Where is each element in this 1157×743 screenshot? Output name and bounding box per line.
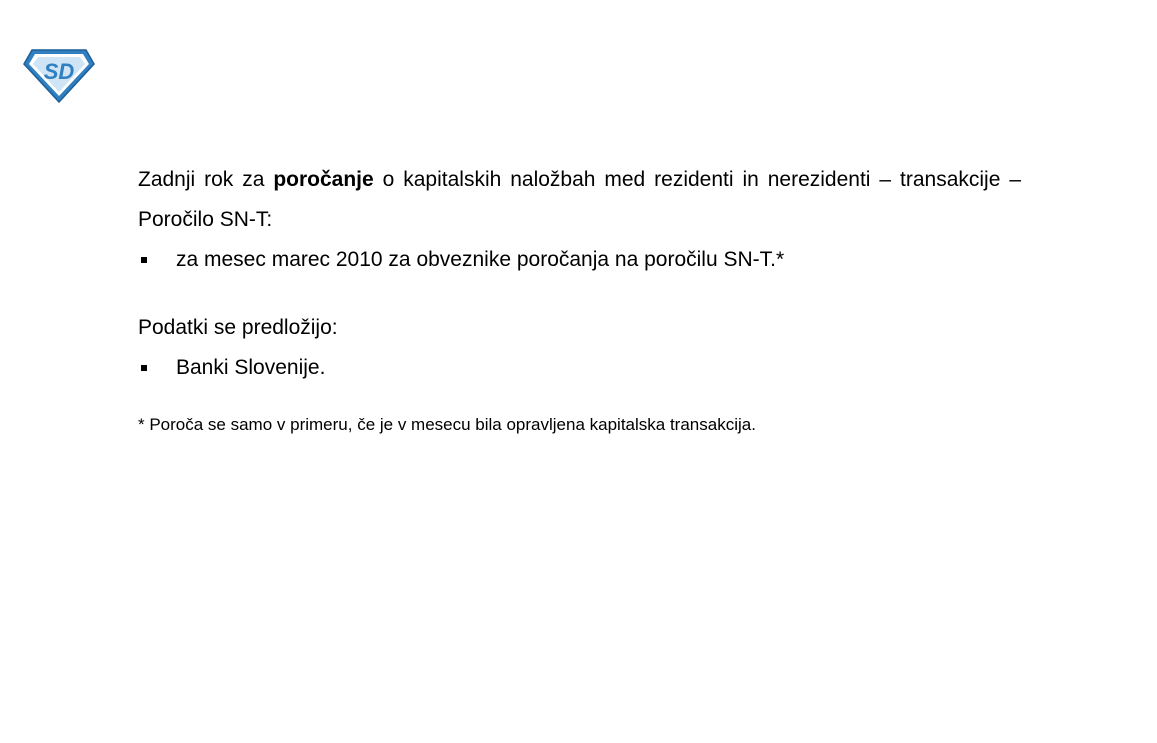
logo-letters: SD: [43, 59, 75, 84]
document-body: [138, 160, 1021, 440]
bullet-square-icon: [138, 240, 176, 280]
submission-heading: Podatki se predložijo:: [138, 316, 338, 339]
deadline-intro-start: Zadnji rok za: [138, 168, 274, 191]
list-item: [138, 348, 1021, 388]
company-logo: [22, 48, 96, 104]
deadline-intro-end: o kapitalskih naložbah med rezidenti in nerezidenti – transakcije – Poročilo SN-T:: [138, 168, 1021, 231]
list-item: [138, 240, 1021, 280]
submission-bullet-text: Banki Slovenije.: [176, 356, 326, 379]
bullet-square-icon: [138, 348, 176, 388]
deadline-intro-bold: poročanje: [273, 168, 374, 191]
sd-shield-logo-icon: [22, 48, 96, 104]
footnote: * Poroča se samo v primeru, če je v mesecu bila opravljena kapitalska transakcija.: [138, 415, 756, 434]
deadline-bullet-text: za mesec marec 2010 za obveznike poročanja na poročilu SN-T.*: [176, 248, 785, 271]
deadline-intro: [138, 160, 1021, 240]
